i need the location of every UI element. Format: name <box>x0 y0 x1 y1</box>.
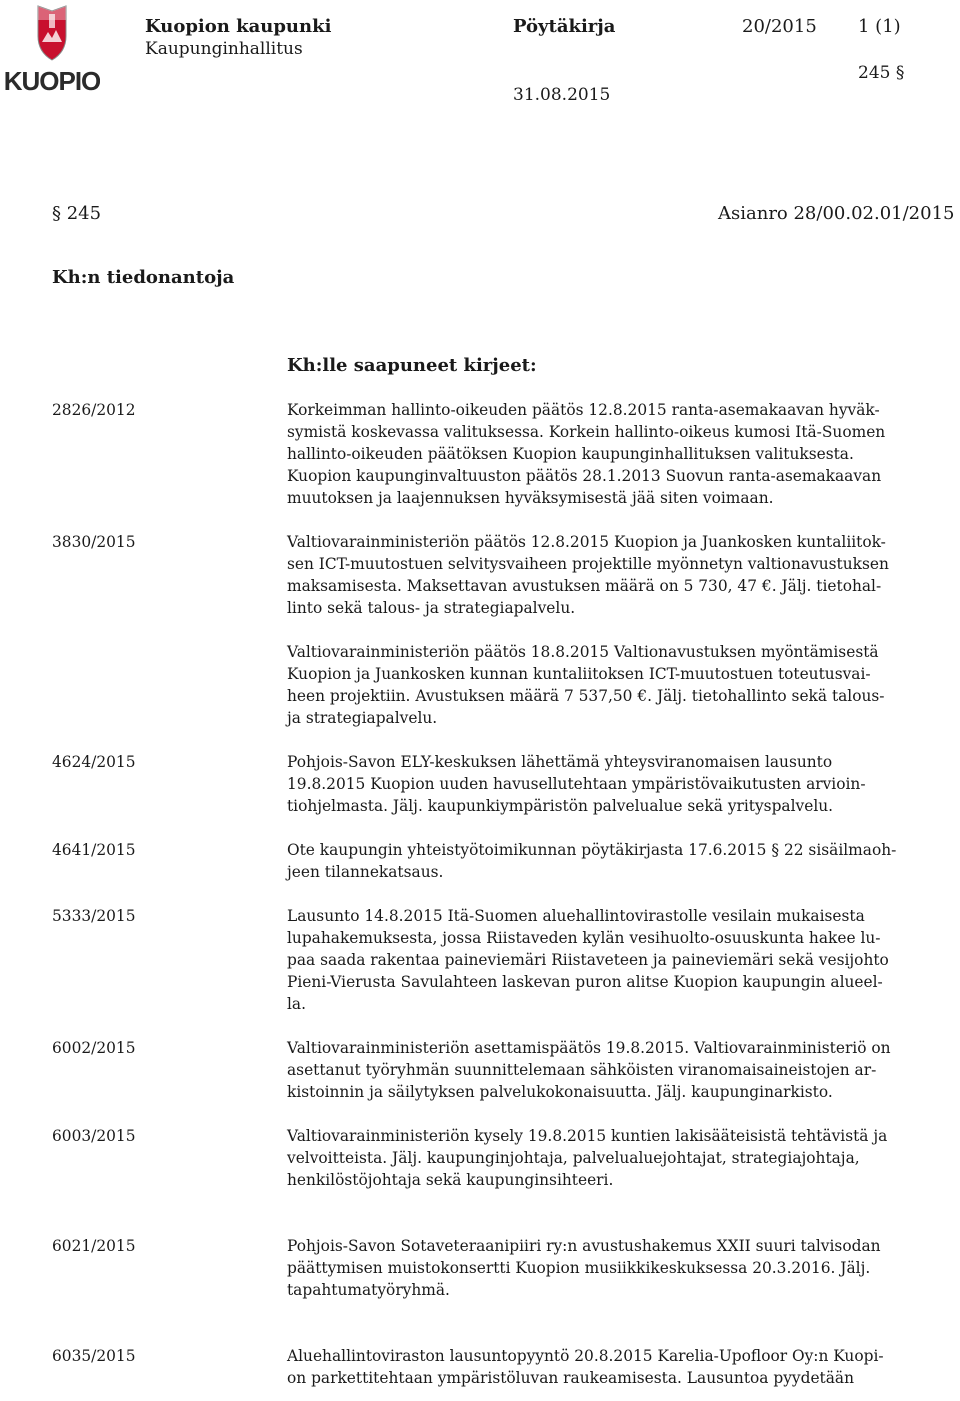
section-number: § 245 <box>52 203 102 224</box>
list-item <box>52 751 952 817</box>
subtitle: Kh:lle saapuneet kirjeet: <box>287 355 537 376</box>
list-item <box>52 1125 952 1191</box>
case-number: Asianro 28/00.02.01/2015 <box>718 203 955 224</box>
list-item <box>52 531 952 729</box>
entry-text: Pohjois-Savon ELY-keskuksen lähettämä yhteysviranomaisen lausunto 19.8.2015 Kuopion uuden havusellutehtaan ympäristövaikutusten arvioin- tiohjelmasta. Jälj. kaupunkiympäristön palvelualue sekä yrityspalvelu. <box>287 753 866 815</box>
entry-text: Korkeimman hallinto-oikeuden päätös 12.8.2015 ranta-asemakaavan hyväk- symistä koskevassa valituksessa. Korkein hallinto-oikeus kumosi Itä-Suomen hallinto-oikeuden päätöksen Kuopion kaupunginhallituksen valituksesta. Kuopion kaupunginvaltuuston päätös 28.1.2013 Suovun ranta-asemakaavan muutoksen ja laajennuksen hyväksymisestä jää siten voimaan. <box>287 401 886 507</box>
entry-text: Valtiovarainministeriön asettamispäätös 19.8.2015. Valtiovarainministeriö on asettanut työryhmän suunnittelemaan sähköisten viranomaisaineistojen ar- kistoinnin ja säilytyksen palvelukokonaisuutta. Jälj. kaupunginarkisto. <box>287 1039 891 1101</box>
body-name: Kaupunginhallitus <box>145 39 303 59</box>
entry-text: Lausunto 14.8.2015 Itä-Suomen aluehallintovirastolle vesilain mukaisesta lupahakemuksesta, jossa Riistaveden kylän vesihuolto-osuuskunta hakee lu- paa saada rakentaa paineviemäri Riistaveteen ja paineviemäri sekä vesijohto Pieni-Vierusta Savulahteen laskevan puron alitse Kuopion kaupungin alueel- la. <box>287 907 889 1013</box>
kuopio-logo <box>4 2 100 96</box>
entry-text: Pohjois-Savon Sotaveteraanipiiri ry:n avustushakemus XXII suuri talvisodan päättymisen muistokonsertti Kuopion musiikkikeskuksessa 20.3.2016. Jälj. tapahtumatyöryhmä. <box>287 1237 881 1299</box>
entry-number: 5333/2015 <box>52 907 136 925</box>
page-number: 1 (1) <box>858 16 901 37</box>
entry-number: 4641/2015 <box>52 841 136 859</box>
org-name: Kuopion kaupunki <box>145 16 332 37</box>
section-title: Kh:n tiedonantoja <box>52 267 235 288</box>
entry-number: 6021/2015 <box>52 1237 136 1255</box>
list-item <box>52 1345 952 1389</box>
entry-text: Valtiovarainministeriön päätös 12.8.2015 Kuopion ja Juankosken kuntaliitok- sen ICT-muutostuen selvitysvaiheen projektille myönnetyn valtionavustuksen maksamisesta. Maksettavan avustuksen määrä on 5 730, 47 €. Jälj. tietohal- linto sekä talous- ja strategiapalvelu. <box>287 533 889 617</box>
entry-number: 3830/2015 <box>52 533 136 551</box>
list-item <box>52 399 952 509</box>
meeting-date: 31.08.2015 <box>513 85 611 105</box>
list-item <box>52 839 952 883</box>
entry-number: 6035/2015 <box>52 1347 136 1365</box>
entry-text: Aluehallintoviraston lausuntopyyntö 20.8.2015 Karelia-Upofloor Oy:n Kuopi- on parkettitehtaan ympäristöluvan raukeamisesta. Lausuntoa pyydetään <box>287 1347 884 1387</box>
entry-text: Ote kaupungin yhteistyötoimikunnan pöytäkirjasta 17.6.2015 § 22 sisäilmaoh- jeen tilannekatsaus. <box>287 841 897 881</box>
entry-text: Valtiovarainministeriön päätös 18.8.2015 Valtionavustuksen myöntämisestä Kuopion ja Juankosken kunnan kuntaliitoksen ICT-muutostuen toteutusvai- heen projektiin. Avustuksen määrä 7 537,50 €. Jälj. tietohallinto sekä talous- ja strategiapalvelu. <box>287 643 885 727</box>
entry-number: 6002/2015 <box>52 1039 136 1057</box>
section-reference: 245 § <box>858 63 905 83</box>
list-item <box>52 1037 952 1103</box>
list-item <box>52 1235 952 1301</box>
svg-text:KUOPIO: KUOPIO <box>4 66 100 96</box>
doc-type: Pöytäkirja <box>513 16 616 37</box>
entry-text: Valtiovarainministeriön kysely 19.8.2015 kuntien lakisääteisistä tehtävistä ja velvoitteista. Jälj. kaupunginjohtaja, palvelualuejohtajat, strategiajohtaja, henkilöstöjohtaja sekä kaupunginsihteeri. <box>287 1127 888 1189</box>
entry-number: 6003/2015 <box>52 1127 136 1145</box>
letters-list <box>52 399 952 1389</box>
list-item <box>52 905 952 1015</box>
entry-number: 2826/2012 <box>52 401 136 419</box>
entry-number: 4624/2015 <box>52 753 136 771</box>
doc-number: 20/2015 <box>742 16 817 37</box>
